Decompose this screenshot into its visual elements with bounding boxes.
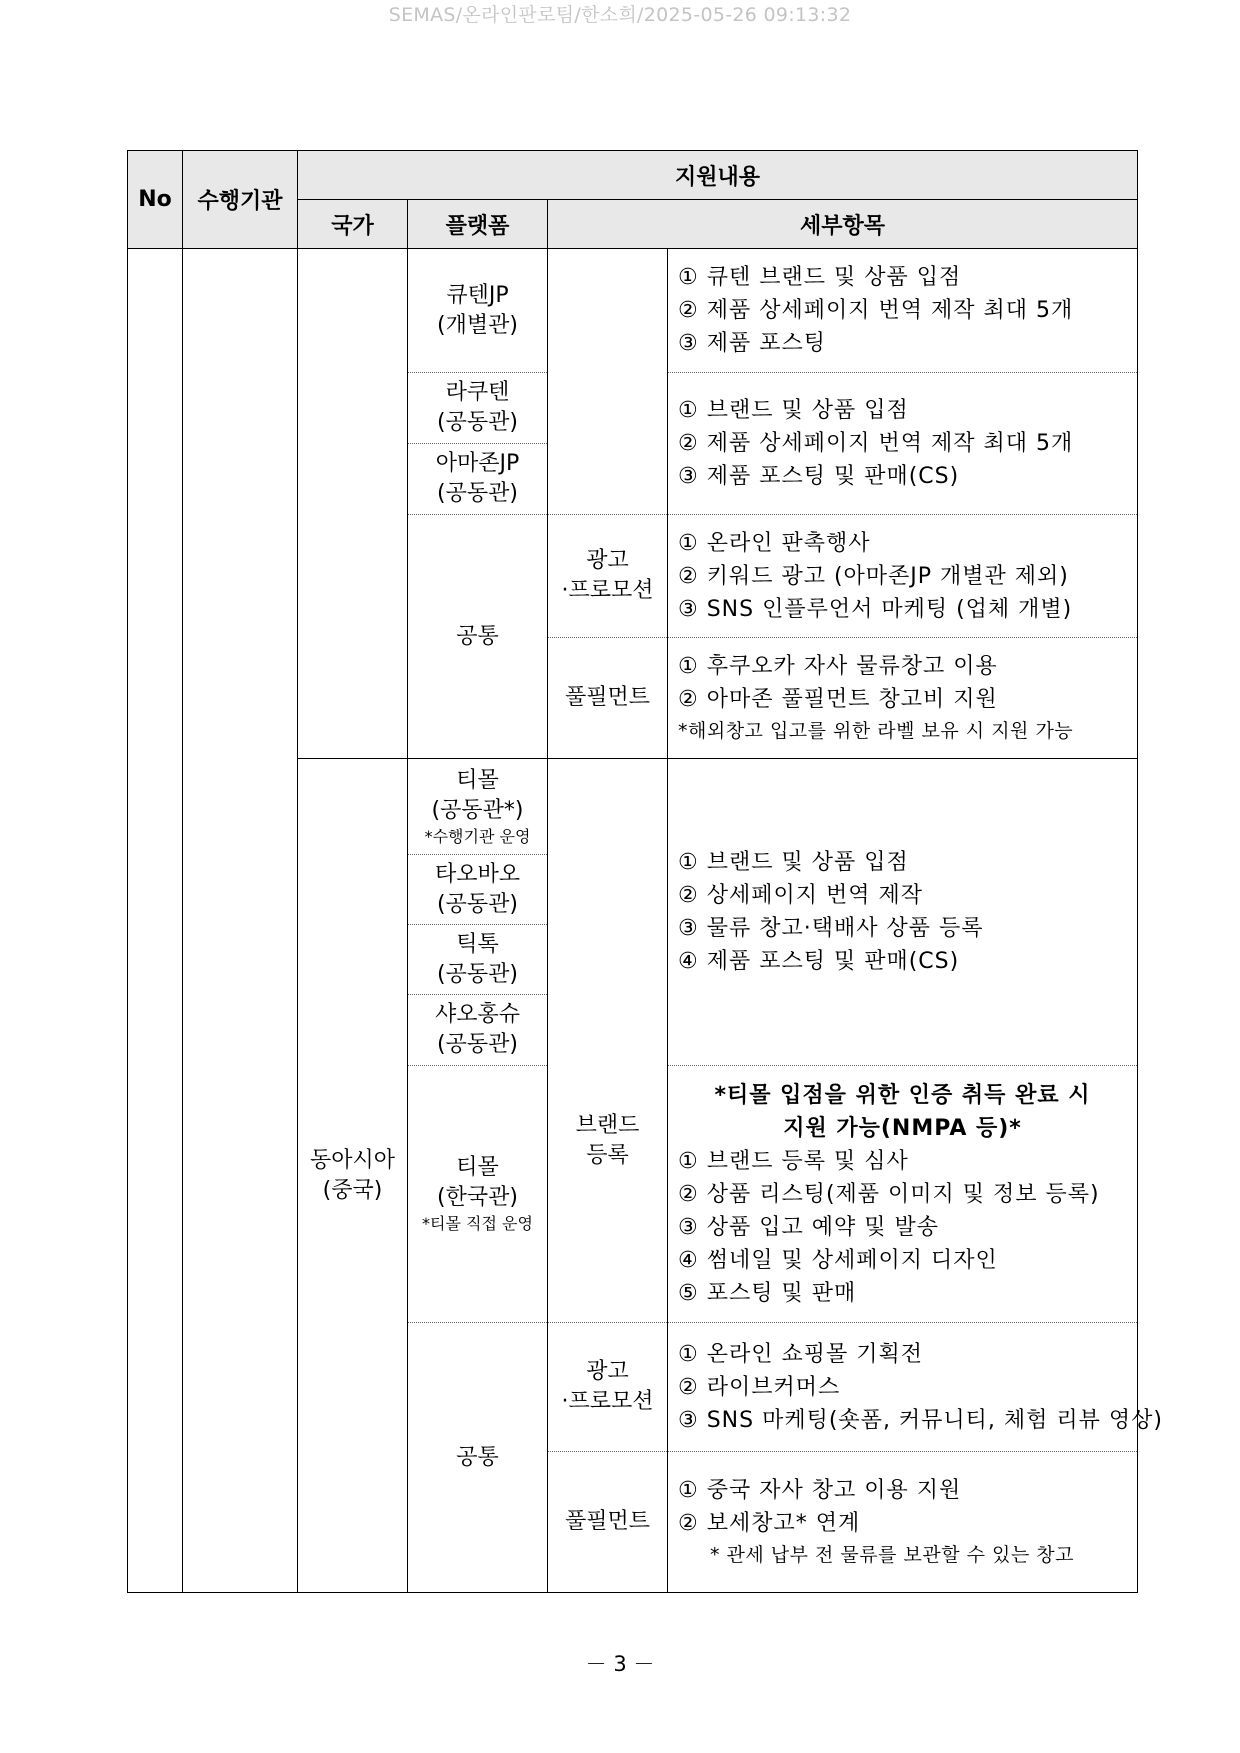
list-item: ② 라이브커머스	[678, 1374, 841, 1400]
category-line: 광고	[586, 1359, 629, 1384]
platform-type: (한국관)	[437, 1185, 518, 1210]
category-line: ·프로모션	[561, 578, 654, 603]
list-item: ② 상세페이지 번역 제작	[678, 883, 923, 908]
list-item: ② 키워드 광고 (아마존JP 개별관 제외)	[678, 563, 1069, 589]
platform-name: 틱톡	[456, 931, 499, 957]
footnote: *해외창고 입고를 위한 라벨 보유 시 지원 가능	[678, 720, 1074, 742]
category-china-promo	[548, 1323, 668, 1452]
list-item: ③ SNS 인플루언서 마케팅 (업체 개별)	[678, 596, 1073, 622]
category-brand-registration	[548, 759, 668, 1323]
country-line: (중국)	[322, 1177, 383, 1203]
country-japan-cell	[298, 249, 408, 759]
page-number: － 3 －	[585, 1652, 655, 1676]
header-country: 국가	[298, 200, 408, 249]
support-table	[127, 150, 1164, 1593]
list-item: ① 브랜드 등록 및 심사	[678, 1148, 909, 1174]
platform-name: 아마존JP	[435, 451, 520, 476]
list-item: ② 보세창고* 연계	[678, 1511, 861, 1536]
platform-type: (공동관)	[437, 410, 518, 435]
footnote: * 관세 납부 전 물류를 보관할 수 있는 창고	[710, 1544, 1074, 1566]
header-details: 세부항목	[548, 200, 1138, 249]
platform-tiktok	[408, 925, 548, 995]
list-item: ② 제품 상세페이지 번역 제작 최대 5개	[678, 431, 1074, 456]
japan-promo-details	[668, 515, 1138, 638]
platform-qoo10	[408, 249, 548, 373]
platform-name: 라쿠텐	[445, 380, 510, 405]
list-item: ① 큐텐 브랜드 및 상품 입점	[678, 265, 962, 290]
list-item: ① 후쿠오카 자사 물류창고 이용	[678, 654, 998, 679]
platform-type: (공동관*)	[431, 797, 524, 823]
country-line: 동아시아	[309, 1147, 395, 1173]
platform-name: 샤오홍슈	[434, 1002, 520, 1027]
list-item: ① 중국 자사 창고 이용 지원	[678, 1478, 962, 1503]
platform-name: 타오바오	[434, 861, 520, 887]
category-japan-fulfillment: 풀필먼트	[548, 638, 668, 759]
platform-japan-common: 공통	[408, 515, 548, 759]
china-promo-details	[668, 1323, 1164, 1452]
list-item: ④ 제품 포스팅 및 판매(CS)	[678, 949, 960, 974]
platform-amazon	[408, 444, 548, 515]
category-japan-promo	[548, 515, 668, 638]
platform-name: 티몰	[456, 1155, 499, 1180]
list-item: ③ 제품 포스팅 및 판매(CS)	[678, 464, 960, 489]
platform-name: 큐텐JP	[446, 282, 509, 308]
platform-type: (공동관)	[437, 1032, 518, 1057]
list-item: ① 브랜드 및 상품 입점	[678, 850, 909, 875]
list-item: ① 브랜드 및 상품 입점	[678, 398, 909, 423]
list-item: ④ 썸네일 및 상세페이지 디자인	[678, 1247, 998, 1273]
list-item: ③ SNS 마케팅(숏폼, 커뮤니티, 체험 리뷰 영상)	[678, 1407, 1164, 1433]
list-item: ② 상품 리스팅(제품 이미지 및 정보 등록)	[678, 1181, 1100, 1207]
platform-note: *티몰 직접 운영	[422, 1214, 533, 1233]
no-cell	[128, 249, 183, 1593]
japan-shared-details	[668, 373, 1138, 515]
watermark: SEMAS/온라인판로팀/한소희/2025-05-26 09:13:32	[388, 4, 852, 26]
platform-type: (공동관)	[437, 961, 518, 987]
platform-type: (공동관)	[437, 891, 518, 917]
list-item: ① 온라인 판촉행사	[678, 530, 871, 556]
platform-xiaohongshu	[408, 995, 548, 1066]
japan-fulfillment-details	[668, 638, 1138, 759]
platform-type: (개별관)	[437, 312, 518, 338]
list-item: ② 제품 상세페이지 번역 제작 최대 5개	[678, 298, 1074, 323]
header-platform: 플랫폼	[408, 200, 548, 249]
list-item: ⑤ 포스팅 및 판매	[678, 1280, 857, 1306]
platform-note: *수행기관 운영	[424, 826, 531, 846]
category-line: 광고	[586, 548, 629, 573]
header-support: 지원내용	[298, 151, 1138, 200]
list-item: ③ 제품 포스팅	[678, 331, 826, 356]
header-no: No	[128, 151, 183, 249]
category-japan-blank	[548, 249, 668, 515]
category-line: 브랜드	[575, 1112, 640, 1138]
list-item: ① 온라인 쇼핑몰 기획전	[678, 1341, 923, 1367]
notice-line: 지원 가능(NMPA 등)*	[783, 1115, 1022, 1141]
platform-name: 티몰	[456, 767, 499, 793]
category-line: 등록	[586, 1142, 629, 1168]
platform-tmall-joint	[408, 759, 548, 855]
notice-line: *티몰 입점을 위한 인증 취득 완료 시	[714, 1082, 1091, 1108]
platform-type: (공동관)	[437, 481, 518, 506]
country-china	[298, 759, 408, 1593]
platform-tmall-korea	[408, 1066, 548, 1323]
platform-taobao	[408, 855, 548, 925]
agency-cell	[183, 249, 298, 1593]
qoo10-details	[668, 249, 1138, 373]
tmall-korea-details	[668, 1066, 1138, 1323]
platform-china-common: 공통	[408, 1323, 548, 1593]
china-shared-details	[668, 759, 1138, 1066]
category-china-fulfillment: 풀필먼트	[548, 1452, 668, 1593]
list-item: ③ 상품 입고 예약 및 발송	[678, 1214, 939, 1240]
list-item: ② 아마존 풀필먼트 창고비 지원	[678, 687, 998, 712]
category-line: ·프로모션	[561, 1389, 654, 1414]
list-item: ③ 물류 창고·택배사 상품 등록	[678, 916, 984, 941]
header-agency: 수행기관	[183, 151, 298, 249]
platform-rakuten	[408, 373, 548, 444]
china-fulfillment-details	[668, 1452, 1138, 1593]
